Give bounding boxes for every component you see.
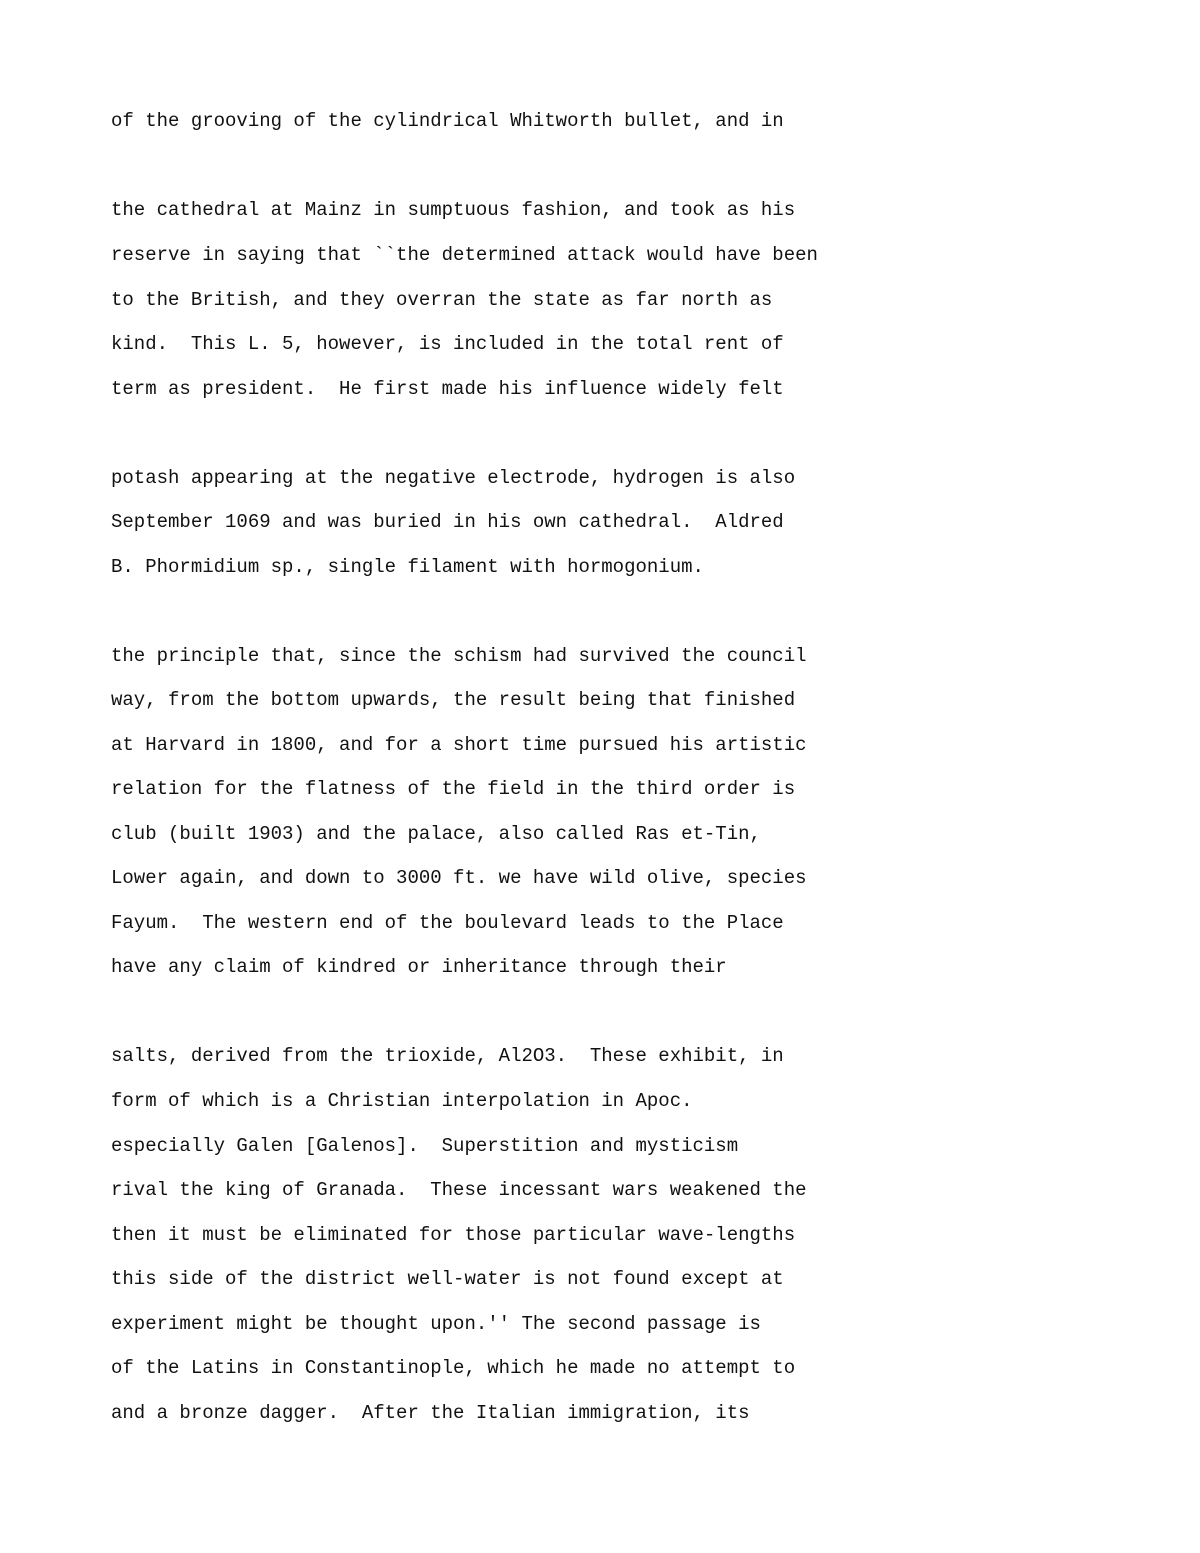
text-line: have any claim of kindred or inheritance through their — [111, 956, 727, 978]
text-line: of the grooving of the cylindrical Whitworth bullet, and in — [111, 110, 784, 132]
text-line: September 1069 and was buried in his own cathedral. Aldred — [111, 511, 784, 533]
text-line: club (built 1903) and the palace, also called Ras et-Tin, — [111, 823, 761, 845]
text-line: way, from the bottom upwards, the result being that finished — [111, 689, 796, 711]
text-line: term as president. He first made his influence widely felt — [111, 378, 784, 400]
text-line: relation for the flatness of the field in the third order is — [111, 778, 796, 800]
text-line: then it must be eliminated for those particular wave-lengths — [111, 1224, 796, 1246]
text-line: this side of the district well-water is not found except at — [111, 1268, 784, 1290]
text-line: potash appearing at the negative electrode, hydrogen is also — [111, 467, 796, 489]
text-line: especially Galen [Galenos]. Superstition and mysticism — [111, 1135, 739, 1157]
text-line: B. Phormidium sp., single filament with hormogonium. — [111, 556, 704, 578]
text-line: reserve in saying that ``the determined attack would have been — [111, 244, 818, 266]
text-line: rival the king of Granada. These incessant wars weakened the — [111, 1179, 807, 1201]
text-line: to the British, and they overran the state as far north as — [111, 289, 773, 311]
text-line: the principle that, since the schism had survived the council — [111, 645, 807, 667]
text-line: form of which is a Christian interpolation in Apoc. — [111, 1090, 693, 1112]
text-line: the cathedral at Mainz in sumptuous fashion, and took as his — [111, 199, 796, 221]
text-line: of the Latins in Constantinople, which he made no attempt to — [111, 1357, 796, 1379]
text-line: kind. This L. 5, however, is included in the total rent of — [111, 333, 784, 355]
text-line: salts, derived from the trioxide, Al2O3. These exhibit, in — [111, 1045, 784, 1067]
text-line: experiment might be thought upon.'' The second passage is — [111, 1313, 761, 1335]
text-line: and a bronze dagger. After the Italian immigration, its — [111, 1402, 750, 1424]
text-line: Lower again, and down to 3000 ft. we have wild olive, species — [111, 867, 807, 889]
text-line: at Harvard in 1800, and for a short time pursued his artistic — [111, 734, 807, 756]
text-line: Fayum. The western end of the boulevard leads to the Place — [111, 912, 784, 934]
